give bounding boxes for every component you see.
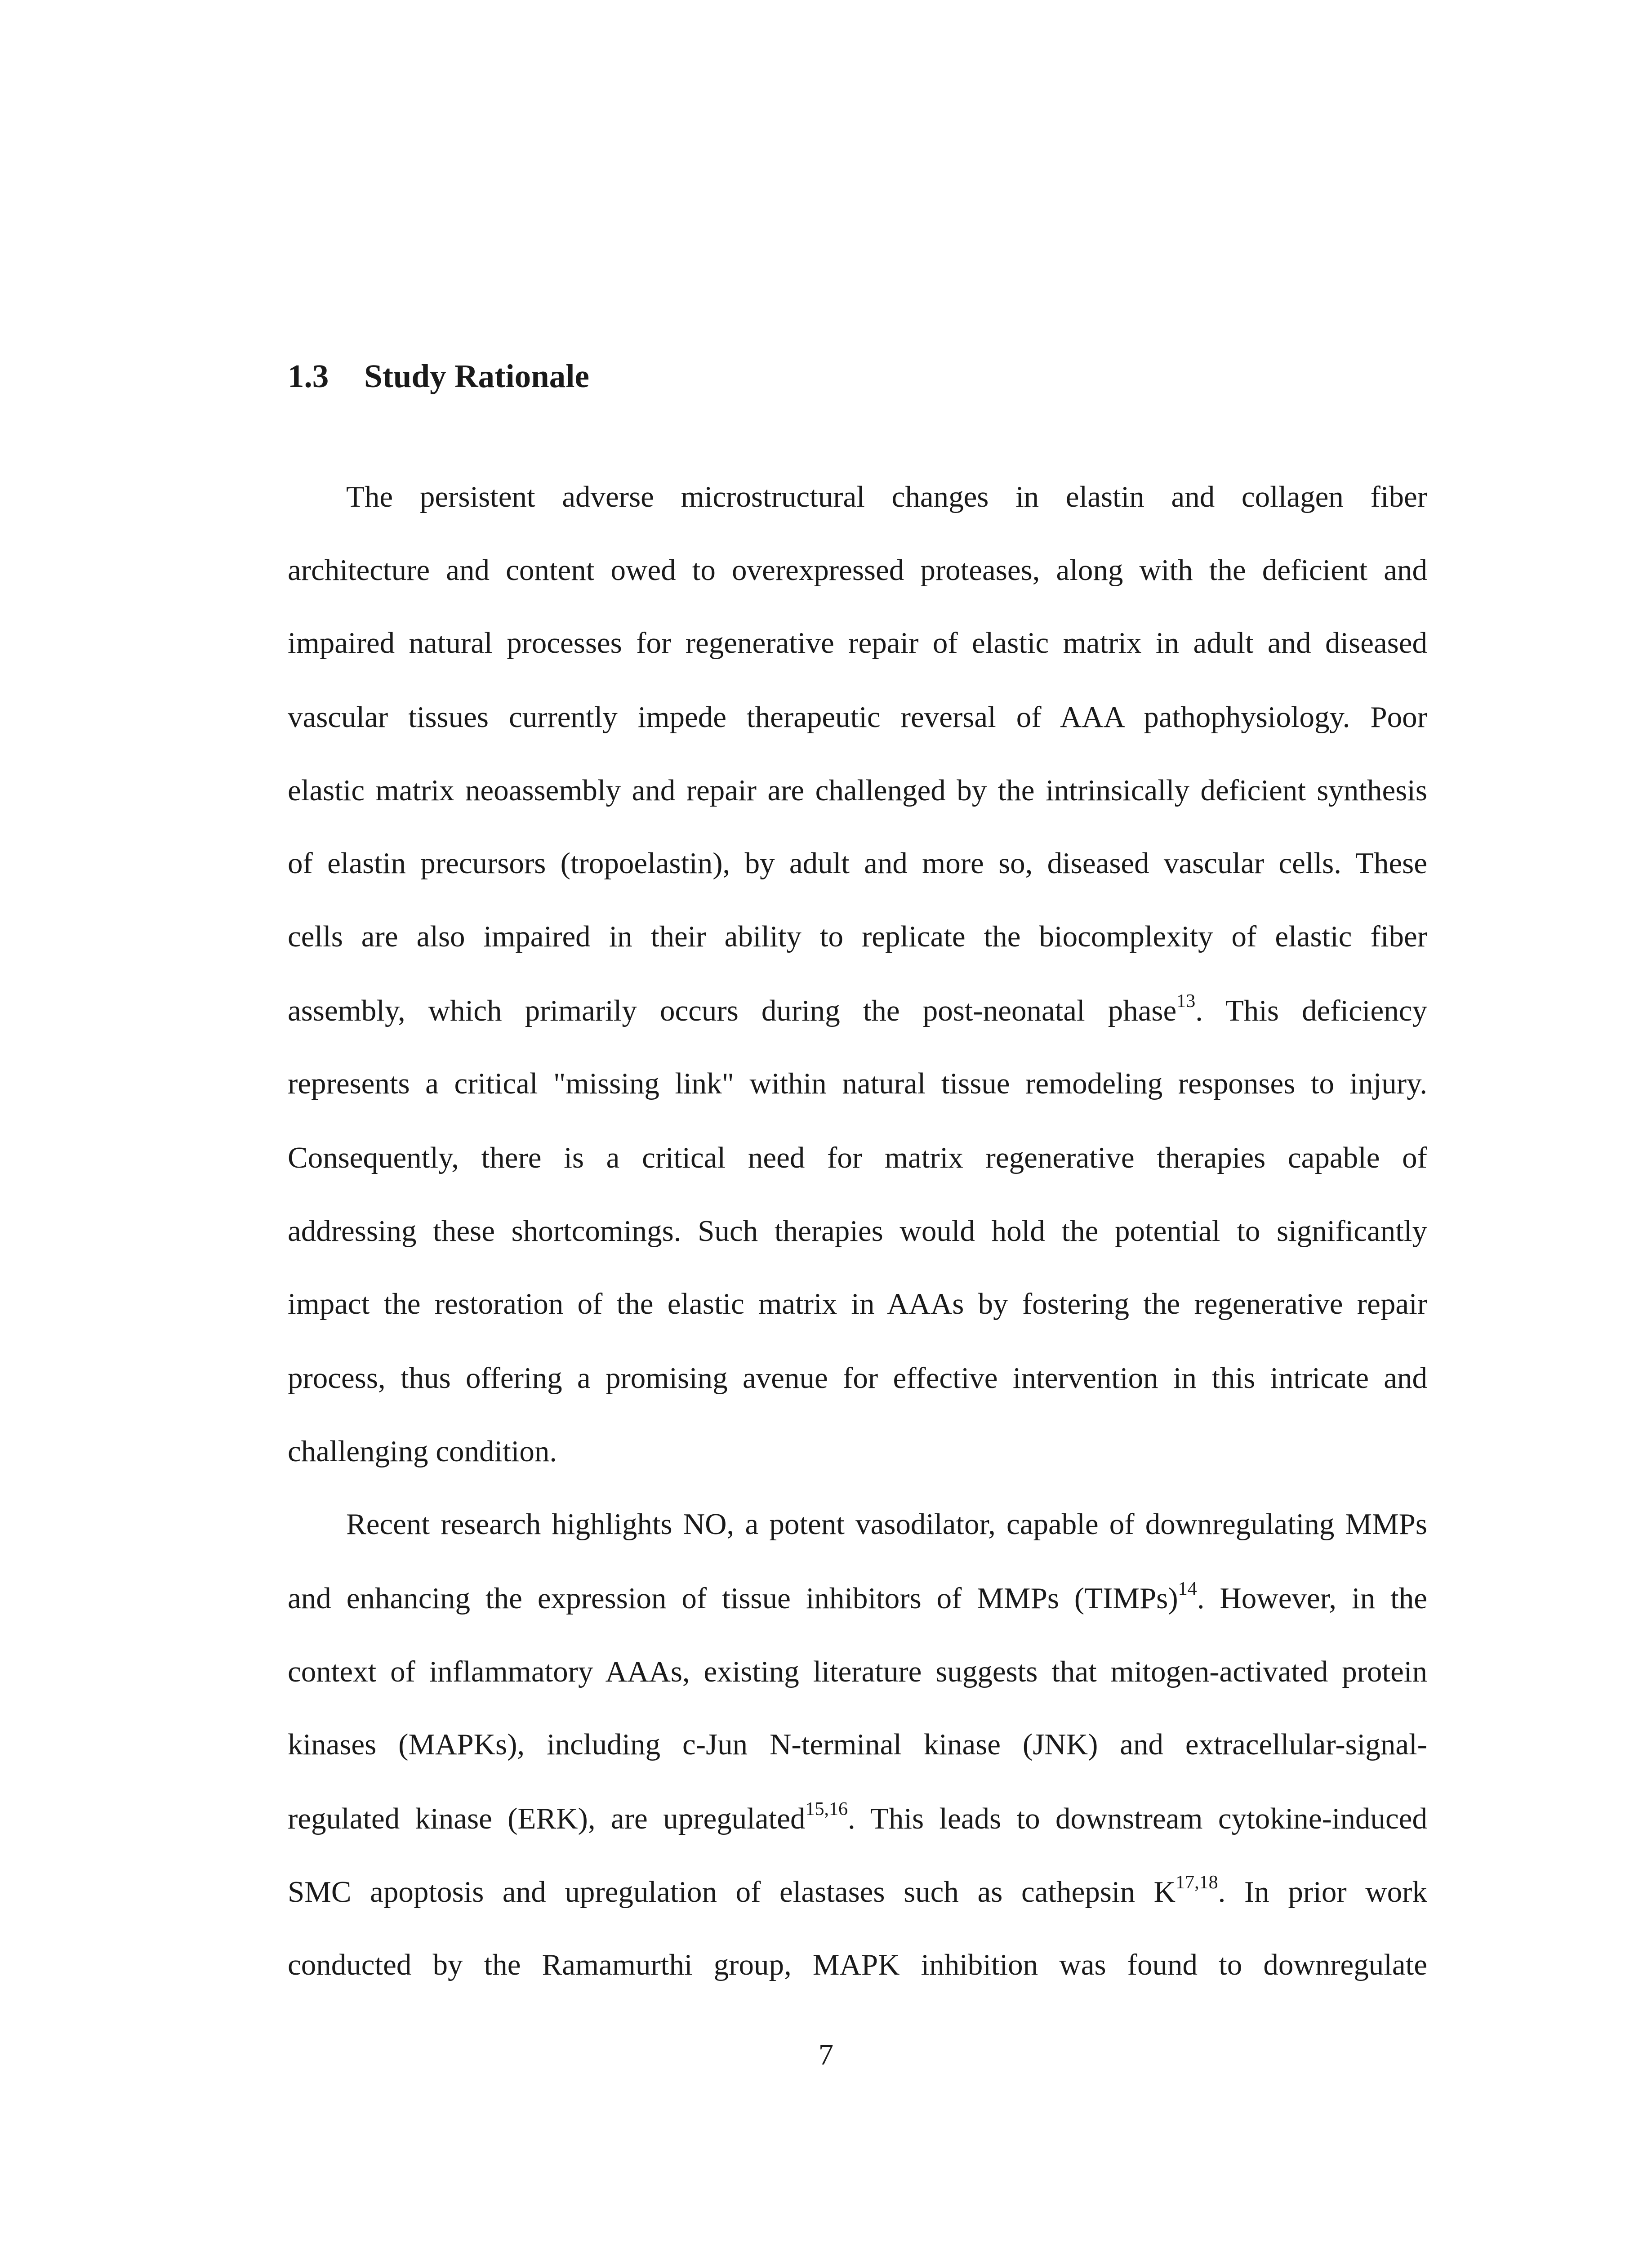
paragraph-2-line: kinases (MAPKs), including c-Jun N-terminal kinase (JNK) and extracellular-signal-: [288, 1728, 1427, 1761]
section-title: Study Rationale: [364, 358, 589, 394]
line-text: SMC apoptosis and upregulation of elastases such as cathepsin K: [288, 1875, 1176, 1909]
line-text: . In prior work: [1218, 1875, 1427, 1909]
page-number: 7: [818, 2038, 834, 2071]
paragraph-2-line: context of inflammatory AAAs, existing literature suggests that mitogen-activated protein: [288, 1655, 1427, 1688]
paragraph-1-line: represents a critical "missing link" within natural tissue remodeling responses to injury.: [288, 1067, 1427, 1100]
paragraph-1-line: challenging condition.: [288, 1435, 557, 1468]
citation-superscript: 14: [1178, 1579, 1197, 1599]
line-text: . This leads to downstream cytokine-induced: [847, 1802, 1427, 1835]
paragraph-1-line: The persistent adverse microstructural changes in elastin and collagen fiber: [346, 480, 1427, 513]
paragraph-1-line: vascular tissues currently impede therapeutic reversal of AAA pathophysiology. Poor: [288, 700, 1427, 734]
line-text: . This deficiency: [1195, 994, 1427, 1027]
paragraph-2-line: [288, 1869, 1427, 1914]
paragraph-1-line: elastic matrix neoassembly and repair are challenged by the intrinsically deficient synthesis: [288, 774, 1427, 807]
section-heading: [288, 360, 589, 393]
paragraph-1-line: addressing these shortcomings. Such therapies would hold the potential to significantly: [288, 1214, 1427, 1248]
line-text: . However, in the: [1197, 1582, 1427, 1615]
line-text: and enhancing the expression of tissue inhibitors of MMPs (TIMPs): [288, 1582, 1178, 1615]
paragraph-2-line: conducted by the Ramamurthi group, MAPK inhibition was found to downregulate: [288, 1948, 1427, 1981]
paragraph-1-line: of elastin precursors (tropoelastin), by adult and more so, diseased vascular cells. These: [288, 847, 1427, 880]
paragraph-1-line: impaired natural processes for regenerative repair of elastic matrix in adult and diseased: [288, 626, 1427, 660]
paragraph-2-line: [288, 1796, 1427, 1841]
line-text: assembly, which primarily occurs during the post-neonatal phase: [288, 994, 1177, 1027]
paragraph-1-line: Consequently, there is a critical need for matrix regenerative therapies capable of: [288, 1141, 1427, 1174]
paragraph-1-line: [288, 988, 1427, 1033]
paragraph-2-line: [288, 1576, 1427, 1621]
paragraph-1-line: cells are also impaired in their ability to replicate the biocomplexity of elastic fiber: [288, 920, 1427, 953]
citation-superscript: 15,16: [805, 1799, 848, 1820]
paragraph-1-line: architecture and content owed to overexpressed proteases, along with the deficient and: [288, 553, 1427, 587]
section-number: 1.3: [288, 358, 329, 394]
paragraph-1-line: impact the restoration of the elastic matrix in AAAs by fostering the regenerative repair: [288, 1287, 1427, 1320]
citation-superscript: 13: [1176, 991, 1196, 1012]
line-text: regulated kinase (ERK), are upregulated: [288, 1802, 806, 1835]
paragraph-1-line: process, thus offering a promising avenue for effective intervention in this intricate and: [288, 1361, 1427, 1395]
citation-superscript: 17,18: [1176, 1872, 1218, 1893]
paragraph-2-line: Recent research highlights NO, a potent vasodilator, capable of downregulating MMPs: [346, 1508, 1427, 1541]
